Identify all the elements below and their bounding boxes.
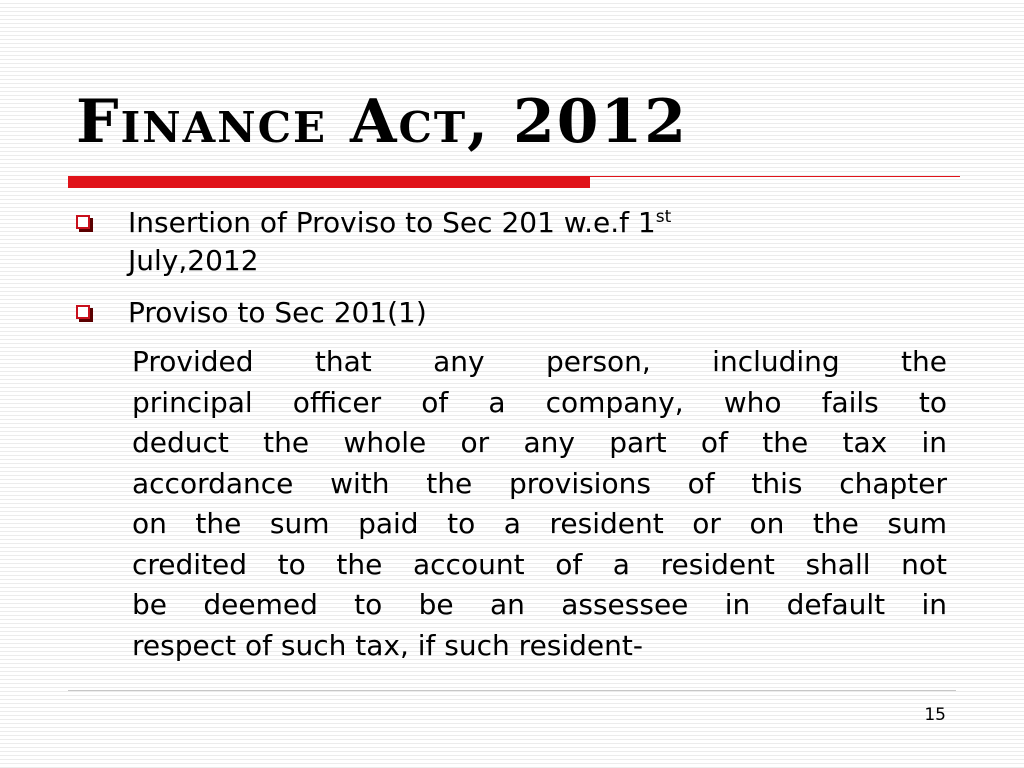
square-bullet-icon <box>76 305 90 319</box>
paragraph-line: accordance with the provisions of this chapter <box>132 466 947 500</box>
bullet-text-continuation: July,2012 <box>128 244 259 277</box>
paragraph-line: principal officer of a company, who fails to <box>132 385 947 419</box>
square-bullet-icon <box>76 215 90 229</box>
title-underline-thin <box>590 176 960 177</box>
paragraph-line: respect of such tax, if such resident- <box>132 628 643 662</box>
bullet-text-main: Insertion of Proviso to Sec 201 w.e.f 1 <box>128 206 656 239</box>
proviso-paragraph <box>132 342 947 666</box>
paragraph-line: be deemed to be an assessee in default in <box>132 588 947 621</box>
superscript-ordinal: st <box>655 207 672 227</box>
page-number: 15 <box>924 705 946 725</box>
paragraph-line: Provided that any person, including the <box>132 345 947 378</box>
bullet-text: Proviso to Sec 201(1) <box>128 296 427 329</box>
paragraph-line: on the sum paid to a resident or on the sum <box>132 507 947 540</box>
paragraph-line: deduct the whole or any part of the tax in <box>132 426 947 459</box>
footer-divider <box>68 690 956 691</box>
paragraph-line: credited to the account of a resident shall not <box>132 547 947 581</box>
title-underline-thick <box>68 176 590 188</box>
slide-title: Finance Act, 2012 <box>76 87 688 157</box>
bullet-text <box>128 204 928 280</box>
